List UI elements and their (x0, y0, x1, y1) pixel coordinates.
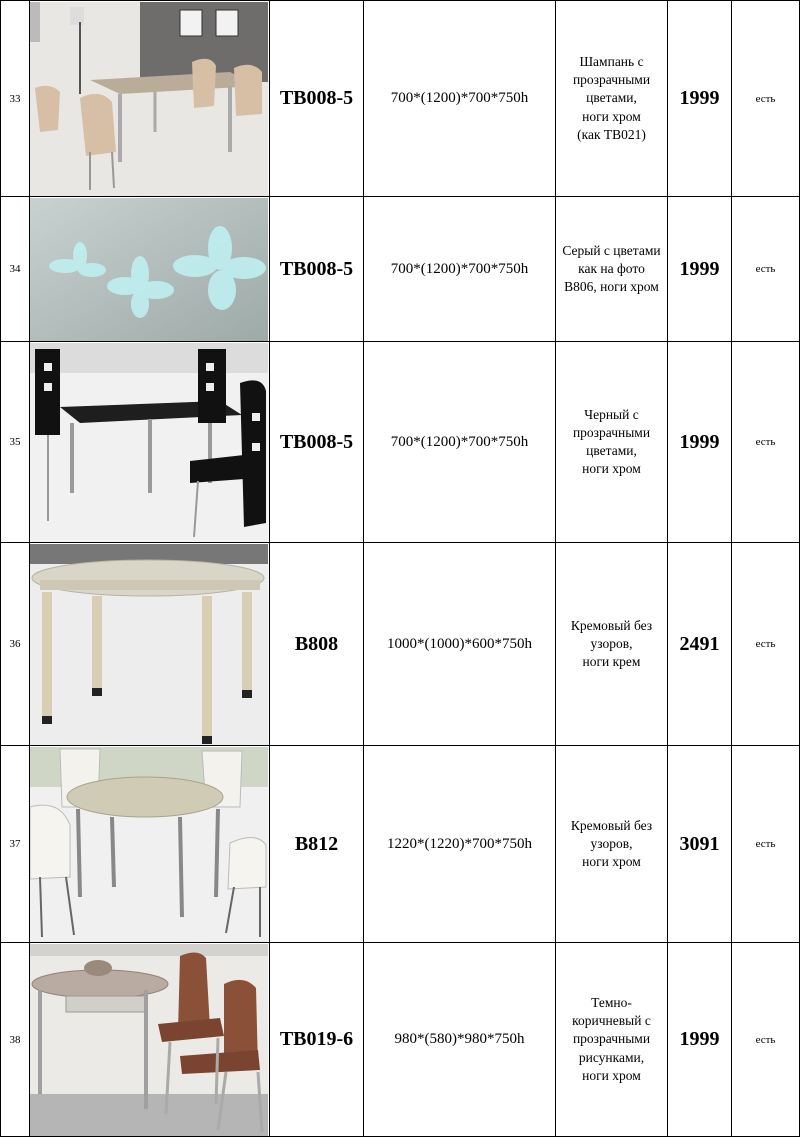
row-number: 35 (1, 342, 30, 543)
stock-status: есть (732, 1, 800, 197)
description: Кремовый без узоров, ноги крем (556, 543, 668, 746)
product-photo (30, 543, 270, 746)
dimensions: 1220*(1220)*700*750h (364, 746, 556, 943)
model-code: TB008-5 (270, 1, 364, 197)
table-cream-round-photo (30, 747, 268, 942)
stock-status: есть (732, 543, 800, 746)
price: 1999 (668, 342, 732, 543)
dimensions: 1000*(1000)*600*750h (364, 543, 556, 746)
flower-glass-closeup-photo (30, 198, 268, 341)
description: Темно- коричневый с прозрачными рисунками, ноги хром (556, 943, 668, 1137)
price: 1999 (668, 197, 732, 342)
product-photo (30, 746, 270, 943)
model-code: B812 (270, 746, 364, 943)
product-photo (30, 342, 270, 543)
table-row (1, 943, 800, 1137)
price: 2491 (668, 543, 732, 746)
model-code: TB019-6 (270, 943, 364, 1137)
product-photo (30, 1, 270, 197)
table-champagne-photo (30, 2, 268, 196)
table-row (1, 342, 800, 543)
price: 1999 (668, 1, 732, 197)
table-cream-photo (30, 544, 268, 745)
table-black-photo (30, 343, 268, 542)
description: Серый с цветами как на фото B806, ноги хром (556, 197, 668, 342)
row-number: 34 (1, 197, 30, 342)
product-photo (30, 197, 270, 342)
row-number: 38 (1, 943, 30, 1137)
dimensions: 700*(1200)*700*750h (364, 1, 556, 197)
dimensions: 700*(1200)*700*750h (364, 197, 556, 342)
stock-status: есть (732, 943, 800, 1137)
stock-status: есть (732, 746, 800, 943)
row-number: 33 (1, 1, 30, 197)
table-row (1, 197, 800, 342)
price: 1999 (668, 943, 732, 1137)
table-row (1, 543, 800, 746)
stock-status: есть (732, 197, 800, 342)
product-photo (30, 943, 270, 1137)
table-brown-photo (30, 944, 268, 1136)
table-row (1, 1, 800, 197)
model-code: TB008-5 (270, 342, 364, 543)
description: Черный с прозрачными цветами, ноги хром (556, 342, 668, 543)
stock-status: есть (732, 342, 800, 543)
row-number: 37 (1, 746, 30, 943)
dimensions: 980*(580)*980*750h (364, 943, 556, 1137)
description: Шампань с прозрачными цветами, ноги хром (как TB021) (556, 1, 668, 197)
price: 3091 (668, 746, 732, 943)
description: Кремовый без узоров, ноги хром (556, 746, 668, 943)
table-row (1, 746, 800, 943)
row-number: 36 (1, 543, 30, 746)
model-code: TB008-5 (270, 197, 364, 342)
dimensions: 700*(1200)*700*750h (364, 342, 556, 543)
model-code: B808 (270, 543, 364, 746)
